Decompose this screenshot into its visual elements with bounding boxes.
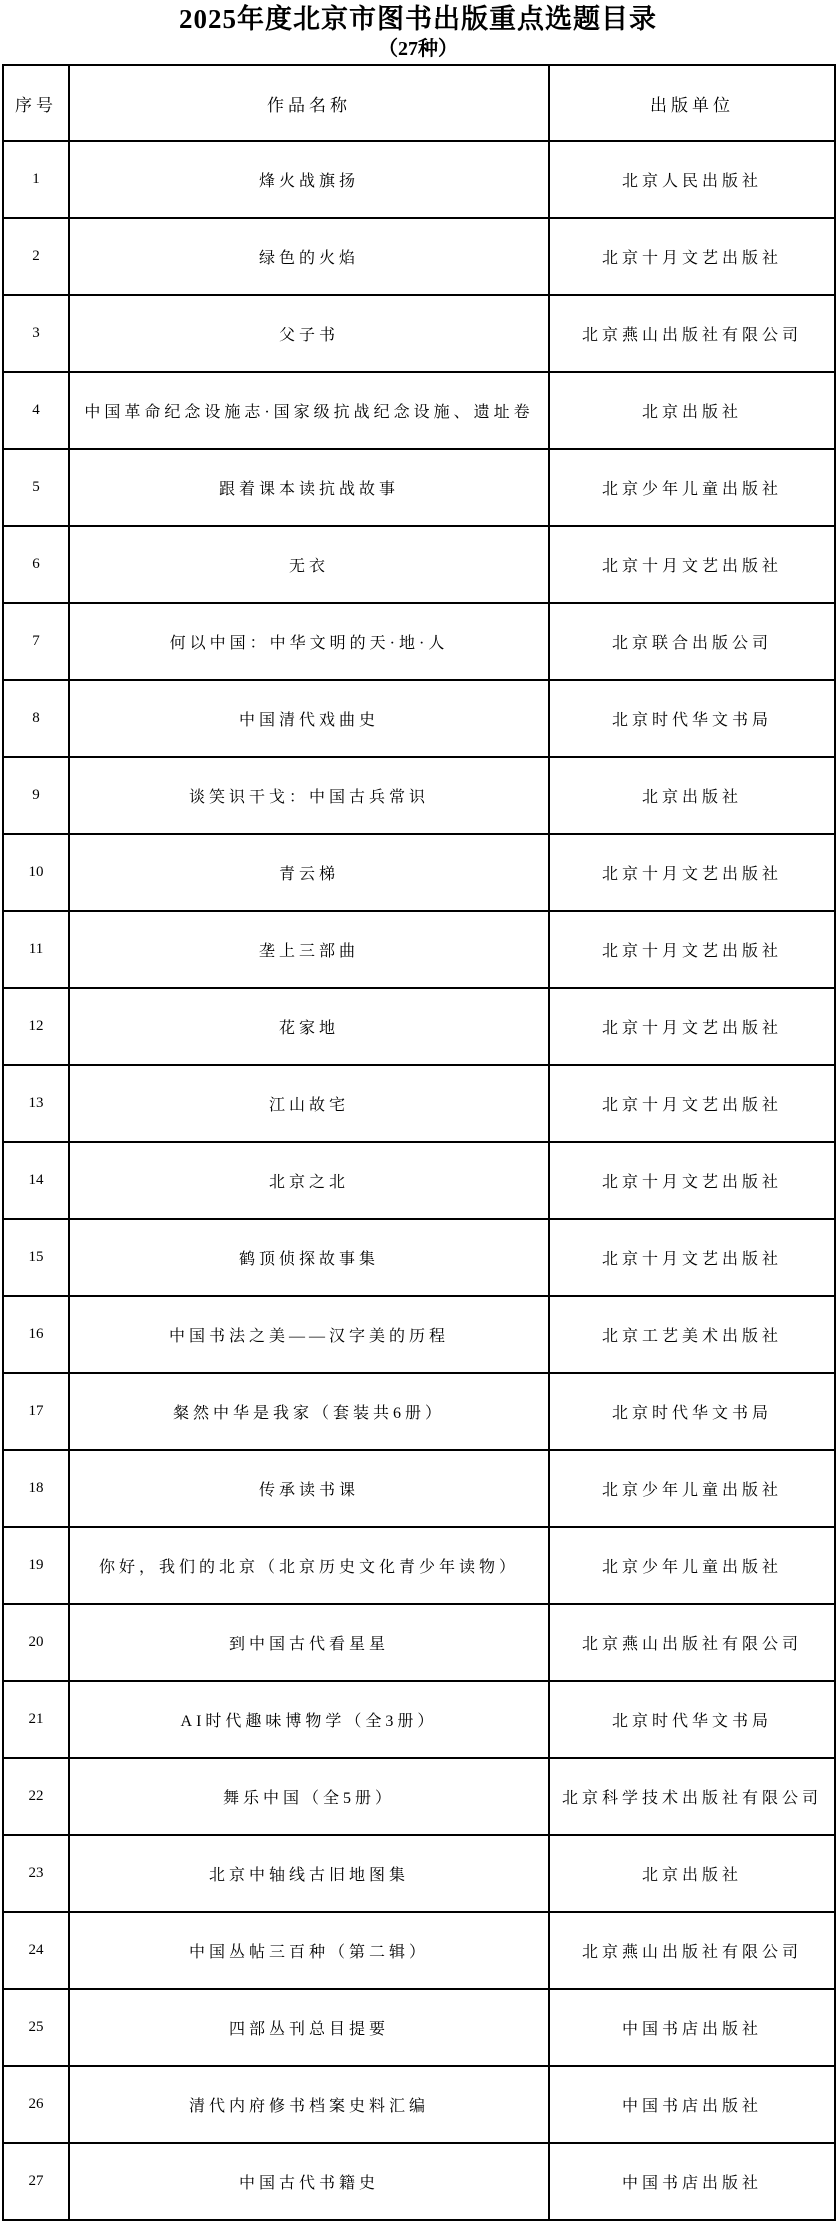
table-row (3, 1912, 835, 1989)
row-work-title: 北京之北 (69, 1142, 549, 1219)
row-work-title: 你好，我们的北京（北京历史文化青少年读物） (69, 1527, 549, 1604)
table-row (3, 1296, 835, 1373)
row-publisher: 北京出版社 (549, 757, 835, 834)
row-publisher: 北京十月文艺出版社 (549, 1142, 835, 1219)
row-work-title: 舞乐中国（全5册） (69, 1758, 549, 1835)
row-publisher: 北京工艺美术出版社 (549, 1296, 835, 1373)
table-row (3, 988, 835, 1065)
row-publisher: 北京科学技术出版社有限公司 (549, 1758, 835, 1835)
row-serial-number: 7 (3, 603, 69, 680)
table-body (3, 141, 835, 2220)
row-publisher: 北京十月文艺出版社 (549, 526, 835, 603)
row-publisher: 北京十月文艺出版社 (549, 218, 835, 295)
row-serial-number: 17 (3, 1373, 69, 1450)
row-work-title: 绿色的火焰 (69, 218, 549, 295)
row-serial-number: 18 (3, 1450, 69, 1527)
table-row (3, 1835, 835, 1912)
row-work-title: 中国清代戏曲史 (69, 680, 549, 757)
table-row (3, 834, 835, 911)
row-serial-number: 22 (3, 1758, 69, 1835)
row-work-title: 北京中轴线古旧地图集 (69, 1835, 549, 1912)
table-row (3, 1989, 835, 2066)
row-publisher: 北京时代华文书局 (549, 1373, 835, 1450)
table-row (3, 603, 835, 680)
row-work-title: 谈笑识干戈：中国古兵常识 (69, 757, 549, 834)
row-serial-number: 5 (3, 449, 69, 526)
row-work-title: 江山故宅 (69, 1065, 549, 1142)
row-publisher: 北京少年儿童出版社 (549, 449, 835, 526)
row-publisher: 北京燕山出版社有限公司 (549, 295, 835, 372)
row-publisher: 北京十月文艺出版社 (549, 988, 835, 1065)
row-work-title: 烽火战旗扬 (69, 141, 549, 218)
table-row (3, 449, 835, 526)
row-serial-number: 10 (3, 834, 69, 911)
row-work-title: 粲然中华是我家（套装共6册） (69, 1373, 549, 1450)
row-publisher: 北京十月文艺出版社 (549, 834, 835, 911)
table-row (3, 141, 835, 218)
table-row (3, 1219, 835, 1296)
row-publisher: 北京少年儿童出版社 (549, 1527, 835, 1604)
row-publisher: 北京十月文艺出版社 (549, 1219, 835, 1296)
row-serial-number: 19 (3, 1527, 69, 1604)
row-serial-number: 1 (3, 141, 69, 218)
table-row (3, 911, 835, 988)
row-work-title: 何以中国：中华文明的天·地·人 (69, 603, 549, 680)
table-row (3, 1450, 835, 1527)
row-serial-number: 27 (3, 2143, 69, 2220)
row-publisher: 中国书店出版社 (549, 1989, 835, 2066)
header-work-title: 作品名称 (69, 65, 549, 141)
row-work-title: 鹤顶侦探故事集 (69, 1219, 549, 1296)
row-publisher: 北京燕山出版社有限公司 (549, 1604, 835, 1681)
table-row (3, 218, 835, 295)
row-publisher: 北京人民出版社 (549, 141, 835, 218)
row-work-title: AI时代趣味博物学（全3册） (69, 1681, 549, 1758)
row-serial-number: 11 (3, 911, 69, 988)
row-work-title: 父子书 (69, 295, 549, 372)
row-publisher: 北京少年儿童出版社 (549, 1450, 835, 1527)
row-work-title: 跟着课本读抗战故事 (69, 449, 549, 526)
row-serial-number: 23 (3, 1835, 69, 1912)
table-row (3, 1604, 835, 1681)
row-work-title: 中国丛帖三百种（第二辑） (69, 1912, 549, 1989)
row-serial-number: 15 (3, 1219, 69, 1296)
row-serial-number: 4 (3, 372, 69, 449)
row-serial-number: 24 (3, 1912, 69, 1989)
header-serial-number: 序号 (3, 65, 69, 141)
row-serial-number: 26 (3, 2066, 69, 2143)
table-row (3, 1142, 835, 1219)
row-work-title: 垄上三部曲 (69, 911, 549, 988)
row-work-title: 花家地 (69, 988, 549, 1065)
row-serial-number: 16 (3, 1296, 69, 1373)
row-serial-number: 2 (3, 218, 69, 295)
row-publisher: 北京时代华文书局 (549, 1681, 835, 1758)
row-work-title: 到中国古代看星星 (69, 1604, 549, 1681)
page-subtitle: （27种） (378, 38, 458, 60)
table-row (3, 757, 835, 834)
row-work-title: 传承读书课 (69, 1450, 549, 1527)
table-row (3, 1681, 835, 1758)
catalog-table (2, 64, 836, 2221)
table-row (3, 2066, 835, 2143)
row-work-title: 中国古代书籍史 (69, 2143, 549, 2220)
row-work-title: 清代内府修书档案史料汇编 (69, 2066, 549, 2143)
row-publisher: 北京十月文艺出版社 (549, 911, 835, 988)
row-publisher: 北京时代华文书局 (549, 680, 835, 757)
row-serial-number: 21 (3, 1681, 69, 1758)
row-serial-number: 14 (3, 1142, 69, 1219)
table-header-row (3, 65, 835, 141)
table-row (3, 295, 835, 372)
row-publisher: 北京出版社 (549, 372, 835, 449)
row-publisher: 中国书店出版社 (549, 2143, 835, 2220)
row-publisher: 中国书店出版社 (549, 2066, 835, 2143)
table-row (3, 1065, 835, 1142)
row-work-title: 无衣 (69, 526, 549, 603)
row-work-title: 青云梯 (69, 834, 549, 911)
row-work-title: 中国革命纪念设施志·国家级抗战纪念设施、遗址卷 (69, 372, 549, 449)
row-serial-number: 8 (3, 680, 69, 757)
header-publisher: 出版单位 (549, 65, 835, 141)
row-work-title: 中国书法之美——汉字美的历程 (69, 1296, 549, 1373)
table-row (3, 372, 835, 449)
row-publisher: 北京燕山出版社有限公司 (549, 1912, 835, 1989)
table-row (3, 680, 835, 757)
title-block (0, 0, 836, 64)
row-serial-number: 12 (3, 988, 69, 1065)
row-serial-number: 6 (3, 526, 69, 603)
row-serial-number: 3 (3, 295, 69, 372)
row-serial-number: 20 (3, 1604, 69, 1681)
row-publisher: 北京十月文艺出版社 (549, 1065, 835, 1142)
row-publisher: 北京出版社 (549, 1835, 835, 1912)
page-title: 2025年度北京市图书出版重点选题目录 (179, 4, 657, 34)
row-serial-number: 25 (3, 1989, 69, 2066)
table-row (3, 2143, 835, 2220)
row-serial-number: 13 (3, 1065, 69, 1142)
table-row (3, 1373, 835, 1450)
table-row (3, 1527, 835, 1604)
row-work-title: 四部丛刊总目提要 (69, 1989, 549, 2066)
row-publisher: 北京联合出版公司 (549, 603, 835, 680)
table-row (3, 526, 835, 603)
table-row (3, 1758, 835, 1835)
row-serial-number: 9 (3, 757, 69, 834)
